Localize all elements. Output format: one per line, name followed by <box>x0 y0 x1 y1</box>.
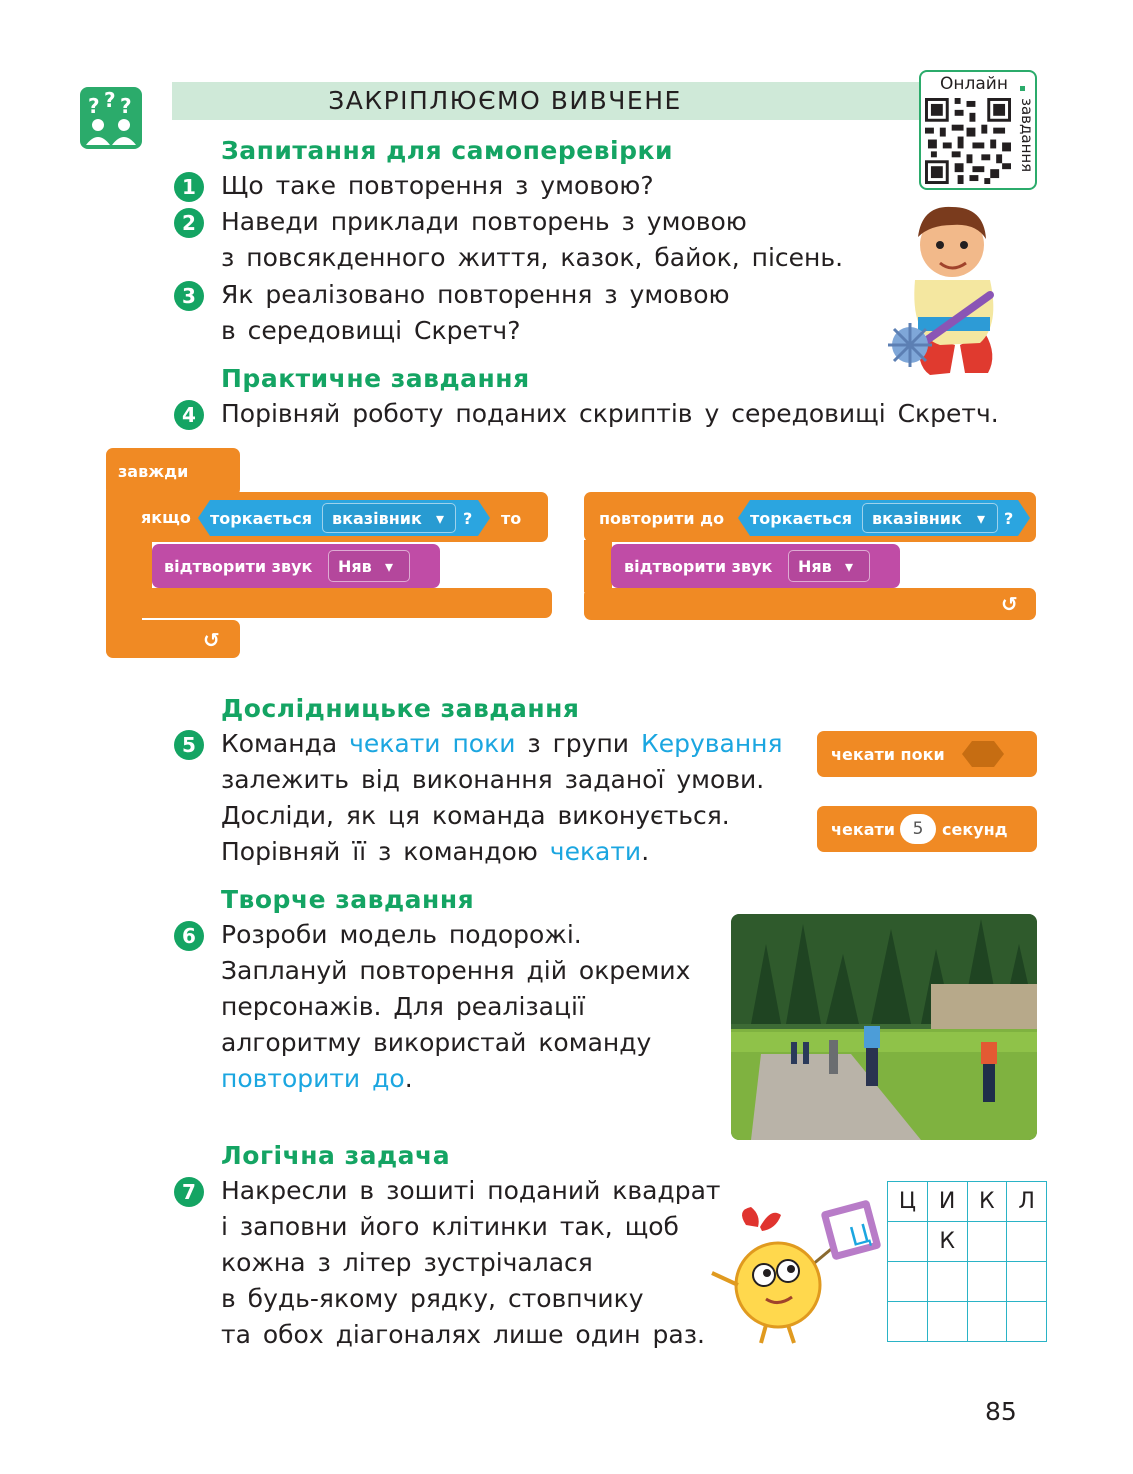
chevron-down-icon: ▾ <box>845 557 854 576</box>
grid-cell: К <box>927 1222 967 1262</box>
heading-creative: Творче завдання <box>221 885 475 914</box>
chevron-down-icon: ▾ <box>436 509 445 528</box>
question-7-line-2: і заповни його клітинки так, щоб <box>221 1212 679 1241</box>
number-badge: 2 <box>174 208 204 238</box>
if-arm <box>130 540 152 592</box>
number-badge: 1 <box>174 172 204 202</box>
grid-cell <box>888 1262 928 1302</box>
question-3-line-2: в середовищі Скретч? <box>221 316 521 345</box>
sound-label: Няв <box>798 557 832 576</box>
question-2-line-2: з повсякденного життя, казок, байок, пісень. <box>221 243 844 272</box>
heading-research: Дослідницьке завдання <box>221 694 580 723</box>
grid-cell: Ц <box>888 1182 928 1222</box>
sign-letter: Ц <box>846 1218 874 1254</box>
pointer-label: вказівник <box>332 509 422 528</box>
svg-text:?: ? <box>120 94 132 118</box>
qr-code-icon[interactable] <box>925 98 1011 184</box>
forever-bottom <box>106 620 240 658</box>
if-label: якщо <box>141 508 191 527</box>
tasks-vertical-label: завдання <box>1018 98 1036 173</box>
number-badge: 7 <box>174 1177 204 1207</box>
question-7-line-1: Накресли в зошиті поданий квадрат <box>221 1176 721 1205</box>
sound-label: Няв <box>338 557 372 576</box>
table-row <box>888 1302 1047 1342</box>
online-label: Онлайн <box>940 74 1008 94</box>
if-bottom <box>130 588 552 618</box>
wait-label: чекати <box>831 820 895 839</box>
touching-label: торкається <box>750 509 853 528</box>
grid-cell: Л <box>1007 1182 1047 1222</box>
question-mark: ? <box>463 509 473 528</box>
then-label: то <box>501 509 522 528</box>
pointer-label: вказівник <box>872 509 962 528</box>
loop-arrow-icon: ↺ <box>1001 592 1018 616</box>
seconds-input[interactable]: 5 <box>900 814 936 844</box>
grid-cell <box>1007 1302 1047 1342</box>
grid-cell: И <box>927 1182 967 1222</box>
chevron-down-icon: ▾ <box>977 509 986 528</box>
chevron-down-icon: ▾ <box>385 557 394 576</box>
online-dot <box>1020 86 1025 91</box>
question-6-line-1: Розроби модель подорожі. <box>221 920 582 949</box>
play-sound-label: відтворити звук <box>624 557 773 576</box>
number-badge: 5 <box>174 730 204 760</box>
question-7-line-5: та обох діагоналях лише один раз. <box>221 1320 705 1349</box>
grid-cell <box>888 1222 928 1262</box>
question-6-line-3: персонажів. Для реалізації <box>221 992 585 1021</box>
question-4-text: Порівняй роботу поданих скриптів у середовищі Скретч. <box>221 399 999 428</box>
number-badge: 3 <box>174 281 204 311</box>
question-5-line-4: Порівняй її з командою чекати. <box>221 837 650 866</box>
grid-cell <box>1007 1222 1047 1262</box>
heading-logic: Логічна задача <box>221 1141 451 1170</box>
questions-icon <box>80 87 142 149</box>
heading-practical: Практичне завдання <box>221 364 530 393</box>
forever-label: завжди <box>118 462 189 481</box>
wait-until-label: чекати поки <box>831 745 945 764</box>
question-5-line-2: залежить від виконання заданої умови. <box>221 765 765 794</box>
grid-cell <box>967 1302 1007 1342</box>
question-1-text: Що таке повторення з умовою? <box>221 171 654 200</box>
grid-cell: К <box>967 1182 1007 1222</box>
loop-arrow-icon: ↺ <box>203 628 220 652</box>
question-7-line-3: кожна з літер зустрічалася <box>221 1248 593 1277</box>
question-5-line-1: Команда чекати поки з групи Керування <box>221 729 783 758</box>
number-badge: 6 <box>174 921 204 951</box>
hikers-photo <box>731 914 1037 1140</box>
grid-cell <box>1007 1262 1047 1302</box>
letter-grid <box>887 1181 1047 1342</box>
play-sound-label: відтворити звук <box>164 557 313 576</box>
question-3-line-1: Як реалізовано повторення з умовою <box>221 280 730 309</box>
grid-cell <box>927 1302 967 1342</box>
number-badge: 4 <box>174 400 204 430</box>
repeat-arm <box>584 540 612 592</box>
question-6-line-2: Заплануй повторення дій окремих <box>221 956 691 985</box>
grid-cell <box>967 1222 1007 1262</box>
heading-self-check: Запитання для самоперевірки <box>221 136 673 165</box>
page-title: ЗАКРІПЛЮЄМО ВИВЧЕНЕ <box>328 86 682 115</box>
table-row <box>888 1262 1047 1302</box>
grid-cell <box>967 1262 1007 1302</box>
grid-cell <box>927 1262 967 1302</box>
question-5-line-3: Досліди, як ця команда виконується. <box>221 801 730 830</box>
touching-label: торкається <box>210 509 313 528</box>
repeat-until-label: повторити до <box>599 509 725 528</box>
boy-character-illustration <box>880 195 1020 380</box>
question-6-line-5: повторити до. <box>221 1064 413 1093</box>
svg-text:?: ? <box>88 94 100 118</box>
question-7-line-4: в будь-якому рядку, стовпчику <box>221 1284 644 1313</box>
seconds-label: секунд <box>942 820 1008 839</box>
table-row <box>888 1182 1047 1222</box>
svg-text:?: ? <box>104 88 116 112</box>
question-mark: ? <box>1004 509 1014 528</box>
table-row <box>888 1222 1047 1262</box>
question-6-line-4: алгоритму використай команду <box>221 1028 652 1057</box>
question-2-line-1: Наведи приклади повторень з умовою <box>221 207 747 236</box>
page-number: 85 <box>985 1397 1017 1426</box>
grid-cell <box>888 1302 928 1342</box>
repeat-bottom <box>584 588 1036 620</box>
